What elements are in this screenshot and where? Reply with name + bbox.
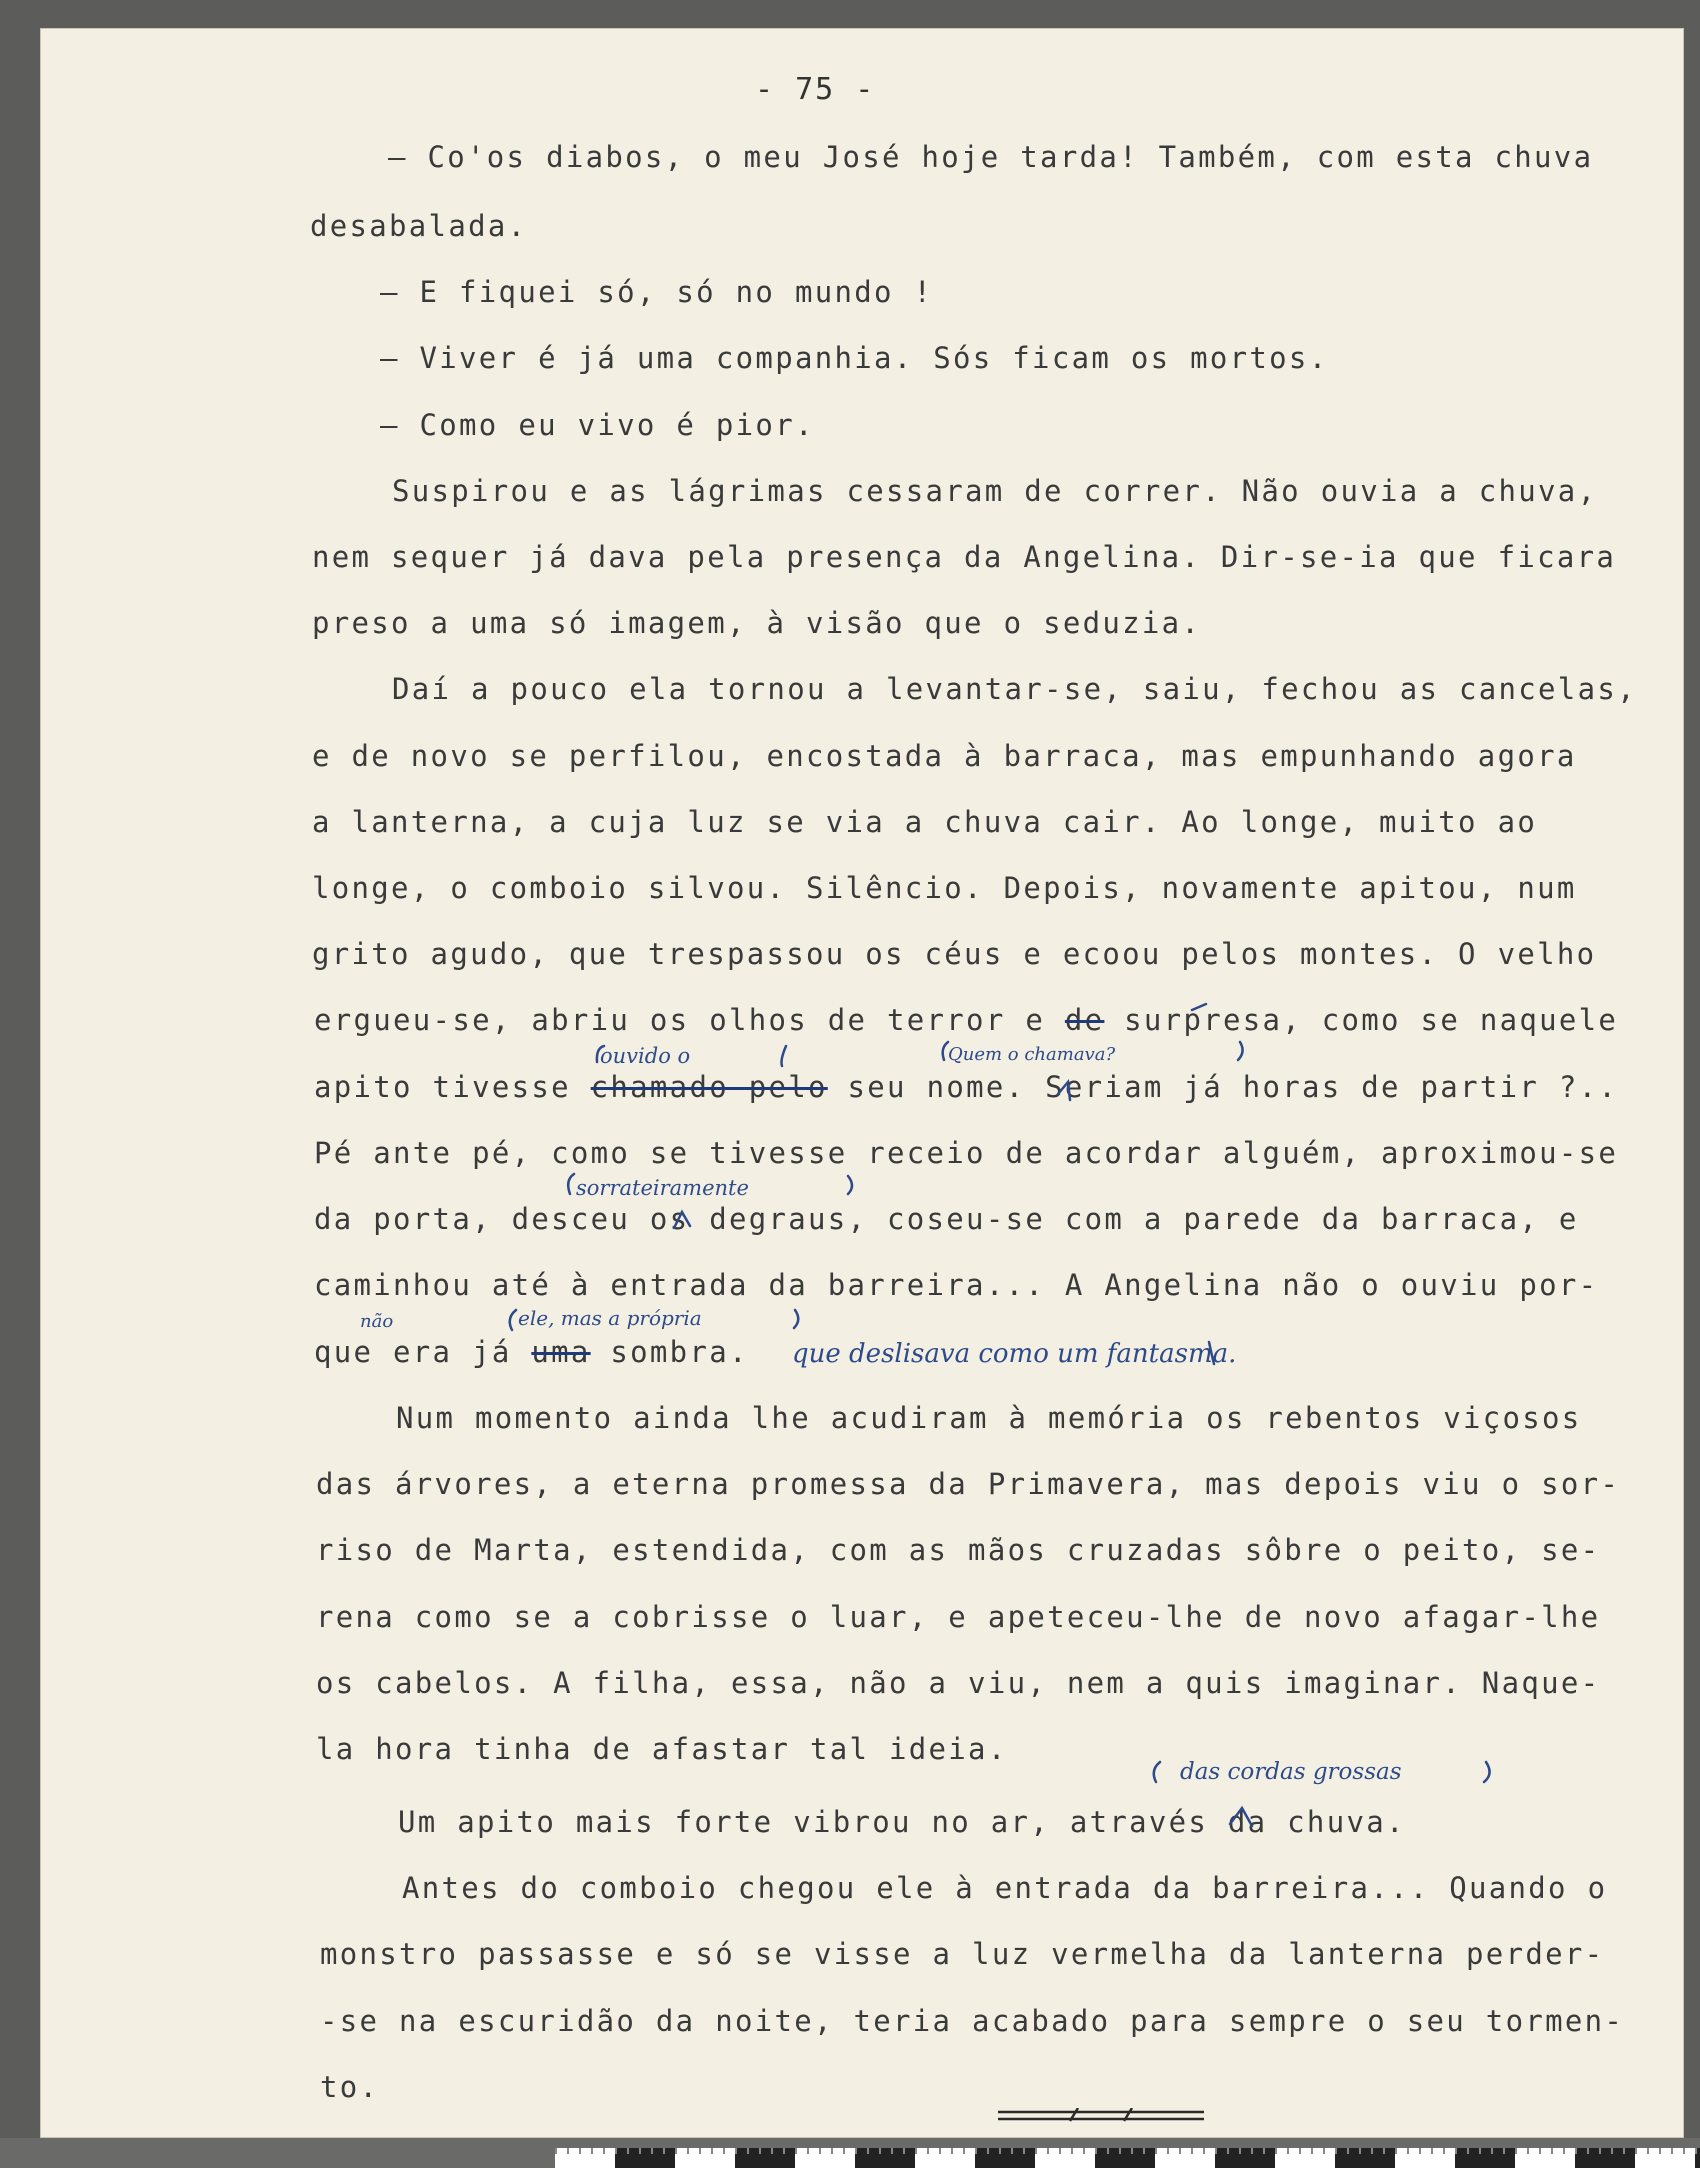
handwritten-insertion-nao: não <box>360 1311 394 1332</box>
page-number: - 75 - <box>755 72 876 107</box>
text-line: Suspirou e as lágrimas cessaram de correr. Não ouvia a chuva, <box>392 474 1598 508</box>
text-line: da porta, desceu os degraus, coseu-se com a parede da barraca, e <box>314 1202 1579 1236</box>
text-segment: apito tivesse <box>314 1070 591 1104</box>
struck-word: de <box>1064 1003 1105 1037</box>
end-mark <box>998 2108 1204 2122</box>
text-line: la hora tinha de afastar tal ideia. <box>316 1732 1008 1766</box>
text-line: Pé ante pé, como se tivesse receio de acordar alguém, aproximou-se <box>314 1136 1619 1170</box>
bracket-mark <box>943 1042 1243 1060</box>
text-line: -se na escuridão da noite, teria acabado para sempre o seu tormen- <box>320 2004 1625 2038</box>
text-segment: que era já <box>314 1335 532 1369</box>
text-line: desabalada. <box>310 209 528 243</box>
text-line: Antes do comboio chegou ele à entrada da barreira... Quando o <box>402 1871 1608 1905</box>
insertion-mark <box>1192 1004 1206 1010</box>
handwritten-insertion-deslisava: que deslisava como um fantasma. <box>792 1339 1237 1369</box>
text-line: Num momento ainda lhe acudiram à memória os rebentos viçosos <box>396 1401 1582 1435</box>
bracket-mark <box>597 1046 604 1062</box>
handwritten-insertion-quem: Quem o chamava? <box>948 1044 1116 1065</box>
text-line: — E fiquei só, só no mundo ! <box>380 275 934 309</box>
text-line: nem sequer já dava pela presença da Angelina. Dir-se-ia que ficara <box>312 540 1617 574</box>
insertion-mark <box>1209 1342 1214 1364</box>
bracket-mark <box>1154 1759 1490 1785</box>
text-line: monstro passasse e só se visse a luz vermelha da lanterna perder- <box>320 1937 1605 1971</box>
text-segment: surpresa, como se naquele <box>1104 1003 1619 1037</box>
text-line: das árvores, a eterna promessa da Primavera, mas depois viu o sor- <box>316 1467 1621 1501</box>
bracket-mark <box>782 1046 787 1066</box>
text-line: — Viver é já uma companhia. Sós ficam os mortos. <box>380 341 1329 375</box>
text-line: Daí a pouco ela tornou a levantar-se, saiu, fechou as cancelas, <box>392 672 1637 706</box>
handwritten-insertion-ele: ele, mas a própria <box>518 1306 702 1330</box>
text-line: preso a uma só imagem, à visão que o seduzia. <box>312 606 1202 640</box>
caret-mark <box>674 1212 690 1228</box>
bracket-mark <box>568 1174 852 1194</box>
struck-word: uma <box>531 1335 591 1369</box>
text-line: — Como eu vivo é pior. <box>380 408 815 442</box>
caret-mark <box>1058 1082 1070 1100</box>
handwritten-insertion-ouvido: ouvido o <box>600 1044 691 1068</box>
text-line: to. <box>320 2070 380 2104</box>
text-segment: seu nome. Seriam já horas de partir ?.. <box>827 1070 1619 1104</box>
handwritten-insertion-cordas: das cordas grossas <box>1180 1759 1402 1785</box>
text-line: riso de Marta, estendida, com as mãos cruzadas sôbre o peito, se- <box>316 1533 1601 1567</box>
text-line: — Co'os diabos, o meu José hoje tarda! Também, com esta chuva <box>388 140 1594 174</box>
bracket-mark <box>510 1310 799 1330</box>
text-line: os cabelos. A filha, essa, não a viu, nem a quis imaginar. Naque- <box>316 1666 1601 1700</box>
text-line: e de novo se perfilou, encostada à barraca, mas empunhando agora <box>312 739 1577 773</box>
text-line: longe, o comboio silvou. Silêncio. Depois, novamente apitou, num <box>312 871 1577 905</box>
end-mark-text <box>1230 2100 1234 2101</box>
text-line: caminhou até à entrada da barreira... A Angelina não o ouviu por- <box>314 1268 1599 1302</box>
text-line: rena como se a cobrisse o luar, e apeteceu-lhe de novo afagar-lhe <box>316 1600 1601 1634</box>
text-segment: ergueu-se, abriu os olhos de terror e <box>314 1003 1065 1037</box>
text-line: grito agudo, que trespassou os céus e ecoou pelos montes. O velho <box>312 937 1597 971</box>
text-line: Um apito mais forte vibrou no ar, através da chuva. <box>398 1805 1406 1839</box>
caret-mark <box>1230 1808 1252 1826</box>
handwritten-insertion-sorrateiramente: sorrateiramente <box>576 1176 749 1200</box>
text-line: a lanterna, a cuja luz se via a chuva cair. Ao longe, muito ao <box>312 805 1538 839</box>
text-segment: sombra. <box>590 1335 749 1369</box>
struck-words: chamado pelo <box>590 1070 828 1104</box>
